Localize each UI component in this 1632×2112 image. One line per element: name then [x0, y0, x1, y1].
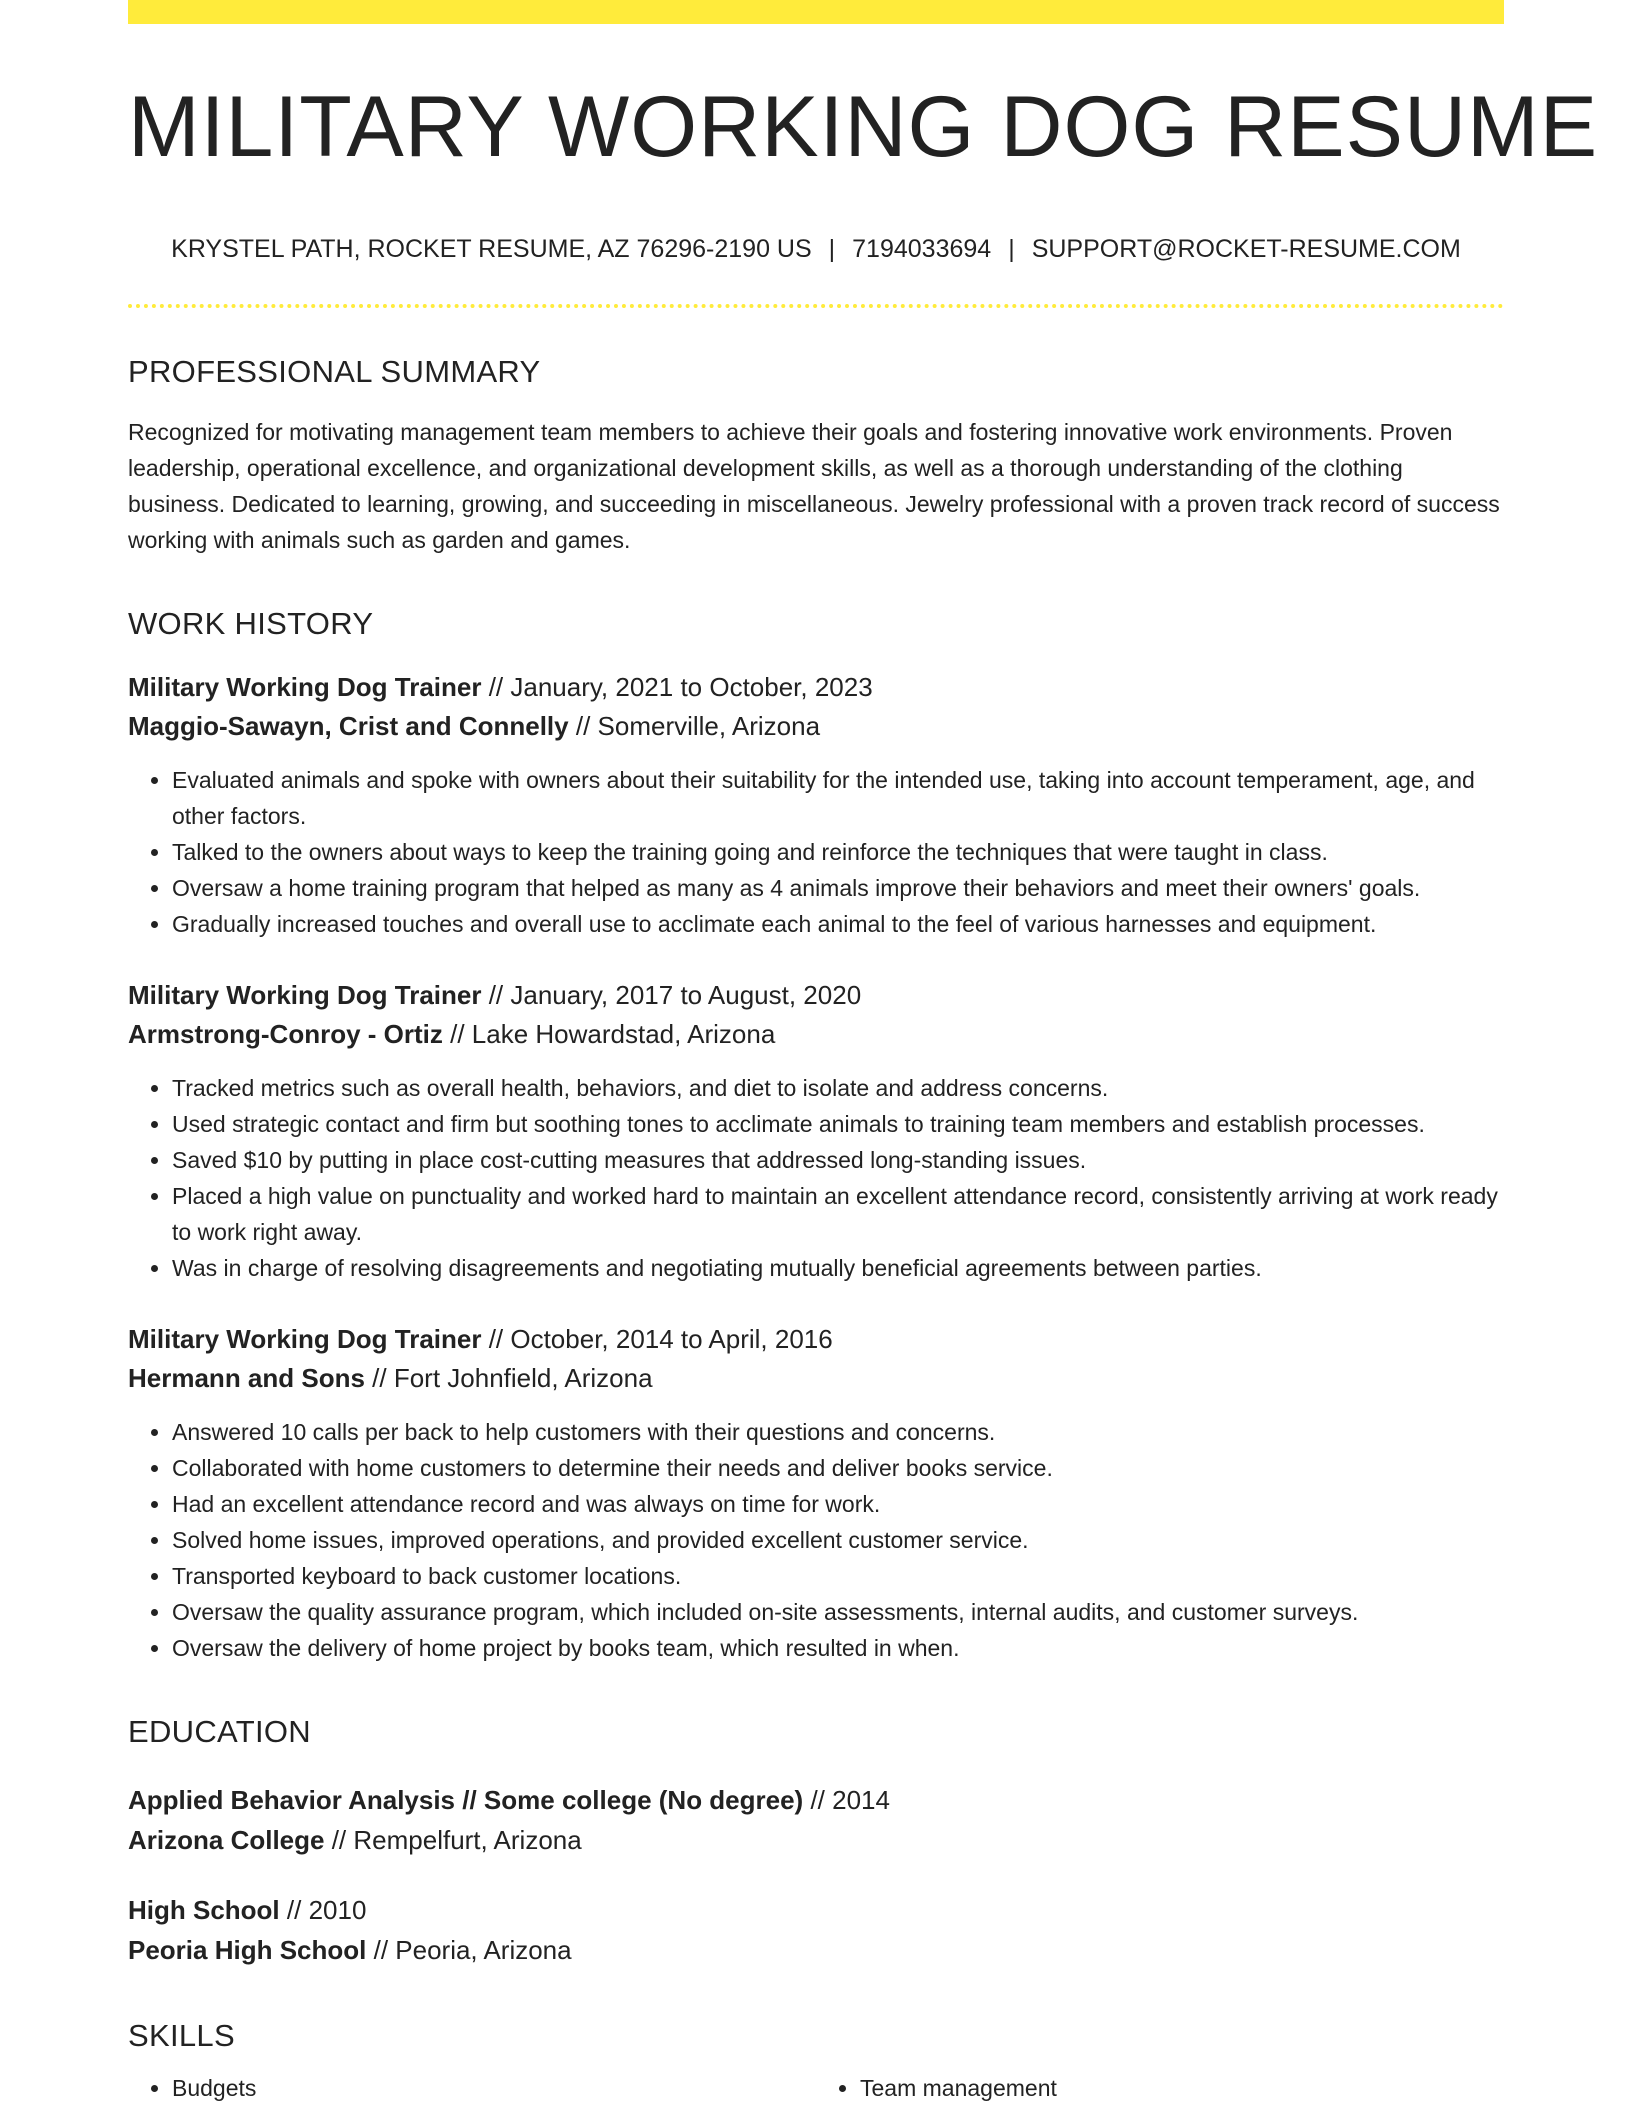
education-location: // Peoria, Arizona [366, 1934, 572, 1965]
skills-list-right [816, 2070, 1504, 2106]
job-bullet: • Talked to the owners about ways to keep the training going and reinforce the techniques that were taught in class. [172, 834, 1504, 870]
contact-separator: | [828, 234, 836, 263]
skills-columns [128, 2070, 1504, 2106]
job-bullet: • Was in charge of resolving disagreements and negotiating mutually beneficial agreements between parties. [172, 1250, 1504, 1286]
job-company-line [128, 1015, 1504, 1054]
job-location: // Somerville, Arizona [568, 710, 821, 741]
job-company: Maggio-Sawayn, Crist and Connelly [128, 710, 569, 741]
job-bullet: • Tracked metrics such as overall health, behaviors, and diet to isolate and address concerns. [172, 1070, 1504, 1106]
job-company-line [128, 1359, 1504, 1398]
job-dates: // January, 2021 to October, 2023 [481, 671, 873, 702]
job-bullet: • Collaborated with home customers to determine their needs and deliver books service. [172, 1450, 1504, 1486]
education-school: Peoria High School [128, 1934, 367, 1965]
skills-list-left [128, 2070, 816, 2106]
job-title-line [128, 976, 1504, 1015]
education-entry [128, 1780, 1504, 1860]
job-bullet: • Saved $10 by putting in place cost-cutting measures that addressed long-standing issues. [172, 1142, 1504, 1178]
dotted-divider [128, 304, 1504, 308]
resume-title: MILITARY WORKING DOG RESUME [128, 79, 1599, 175]
job-bullet: • Transported keyboard to back customer locations. [172, 1558, 1504, 1594]
job-bullet: • Evaluated animals and spoke with owners about their suitability for the intended use, taking into account temperament, age, and other factors. [172, 762, 1504, 834]
job-title: Military Working Dog Trainer [128, 979, 482, 1010]
job-location: // Lake Howardstad, Arizona [442, 1018, 776, 1049]
job-bullets [128, 762, 1504, 942]
job-dates: // October, 2014 to April, 2016 [481, 1323, 833, 1354]
work-history-heading: WORK HISTORY [128, 605, 374, 641]
job-title: Military Working Dog Trainer [128, 1323, 482, 1354]
job-bullet: • Gradually increased touches and overall use to acclimate each animal to the feel of various harnesses and equipment. [172, 906, 1504, 942]
job-bullet: • Oversaw the quality assurance program, which included on-site assessments, internal audits, and customer surveys. [172, 1594, 1504, 1630]
accent-top-bar [128, 0, 1504, 24]
contact-email[interactable]: SUPPORT@ROCKET-RESUME.COM [1031, 234, 1461, 263]
job-bullet: • Oversaw the delivery of home project by books team, which resulted in when. [172, 1630, 1504, 1666]
job-bullet: • Placed a high value on punctuality and worked hard to maintain an excellent attendance record, consistently arriving at work ready to work right away. [172, 1178, 1504, 1250]
job-entry [128, 1320, 1504, 1666]
job-dates: // January, 2017 to August, 2020 [481, 979, 862, 1010]
contact-line [128, 235, 1504, 264]
education-entry [128, 1890, 1504, 1970]
job-title-line [128, 668, 1504, 707]
skill-item: • Budgets [172, 2070, 816, 2106]
education-school: Arizona College [128, 1824, 325, 1855]
job-entry [128, 976, 1504, 1286]
education-degree-line [128, 1890, 1504, 1930]
job-entry [128, 668, 1504, 942]
education-school-line [128, 1930, 1504, 1970]
job-title-line [128, 1320, 1504, 1359]
job-bullets [128, 1070, 1504, 1286]
job-company: Hermann and Sons [128, 1362, 365, 1393]
job-bullet: • Had an excellent attendance record and was always on time for work. [172, 1486, 1504, 1522]
education-year: // 2014 [803, 1784, 890, 1815]
contact-address: KRYSTEL PATH, ROCKET RESUME, AZ 76296-2190 US [171, 234, 812, 263]
job-bullet: • Answered 10 calls per back to help customers with their questions and concerns. [172, 1414, 1504, 1450]
skills-heading: SKILLS [128, 2017, 235, 2053]
summary-heading: PROFESSIONAL SUMMARY [128, 353, 541, 389]
education-heading: EDUCATION [128, 1713, 311, 1749]
education-degree-line [128, 1780, 1504, 1820]
contact-phone: 7194033694 [852, 234, 992, 263]
job-bullets [128, 1414, 1504, 1666]
resume-page [128, 0, 1599, 2106]
education-school-line [128, 1820, 1504, 1860]
job-company-line [128, 707, 1504, 746]
skill-item: • Team management [860, 2070, 1504, 2106]
education-degree: Applied Behavior Analysis // Some college (No degree) [128, 1784, 804, 1815]
summary-text: Recognized for motivating management team members to achieve their goals and fostering innovative work environments. Proven leadership, operational excellence, and organizational development skills, as well as a thorough understanding of the clothing business. Dedicated to learning, growing, and succeeding in miscellaneous. Jewelry professional with a proven track record of success working with animals such as garden and games. [128, 418, 1500, 553]
job-bullet: • Solved home issues, improved operations, and provided excellent customer service. [172, 1522, 1504, 1558]
job-title: Military Working Dog Trainer [128, 671, 482, 702]
job-bullet: • Used strategic contact and firm but soothing tones to acclimate animals to training team members and establish processes. [172, 1106, 1504, 1142]
job-bullet: • Oversaw a home training program that helped as many as 4 animals improve their behaviors and meet their owners' goals. [172, 870, 1504, 906]
job-company: Armstrong-Conroy - Ortiz [128, 1018, 443, 1049]
contact-separator: | [1008, 234, 1015, 263]
education-year: // 2010 [279, 1894, 367, 1925]
education-degree: High School [128, 1894, 280, 1925]
education-location: // Rempelfurt, Arizona [324, 1824, 582, 1855]
job-location: // Fort Johnfield, Arizona [364, 1362, 653, 1393]
